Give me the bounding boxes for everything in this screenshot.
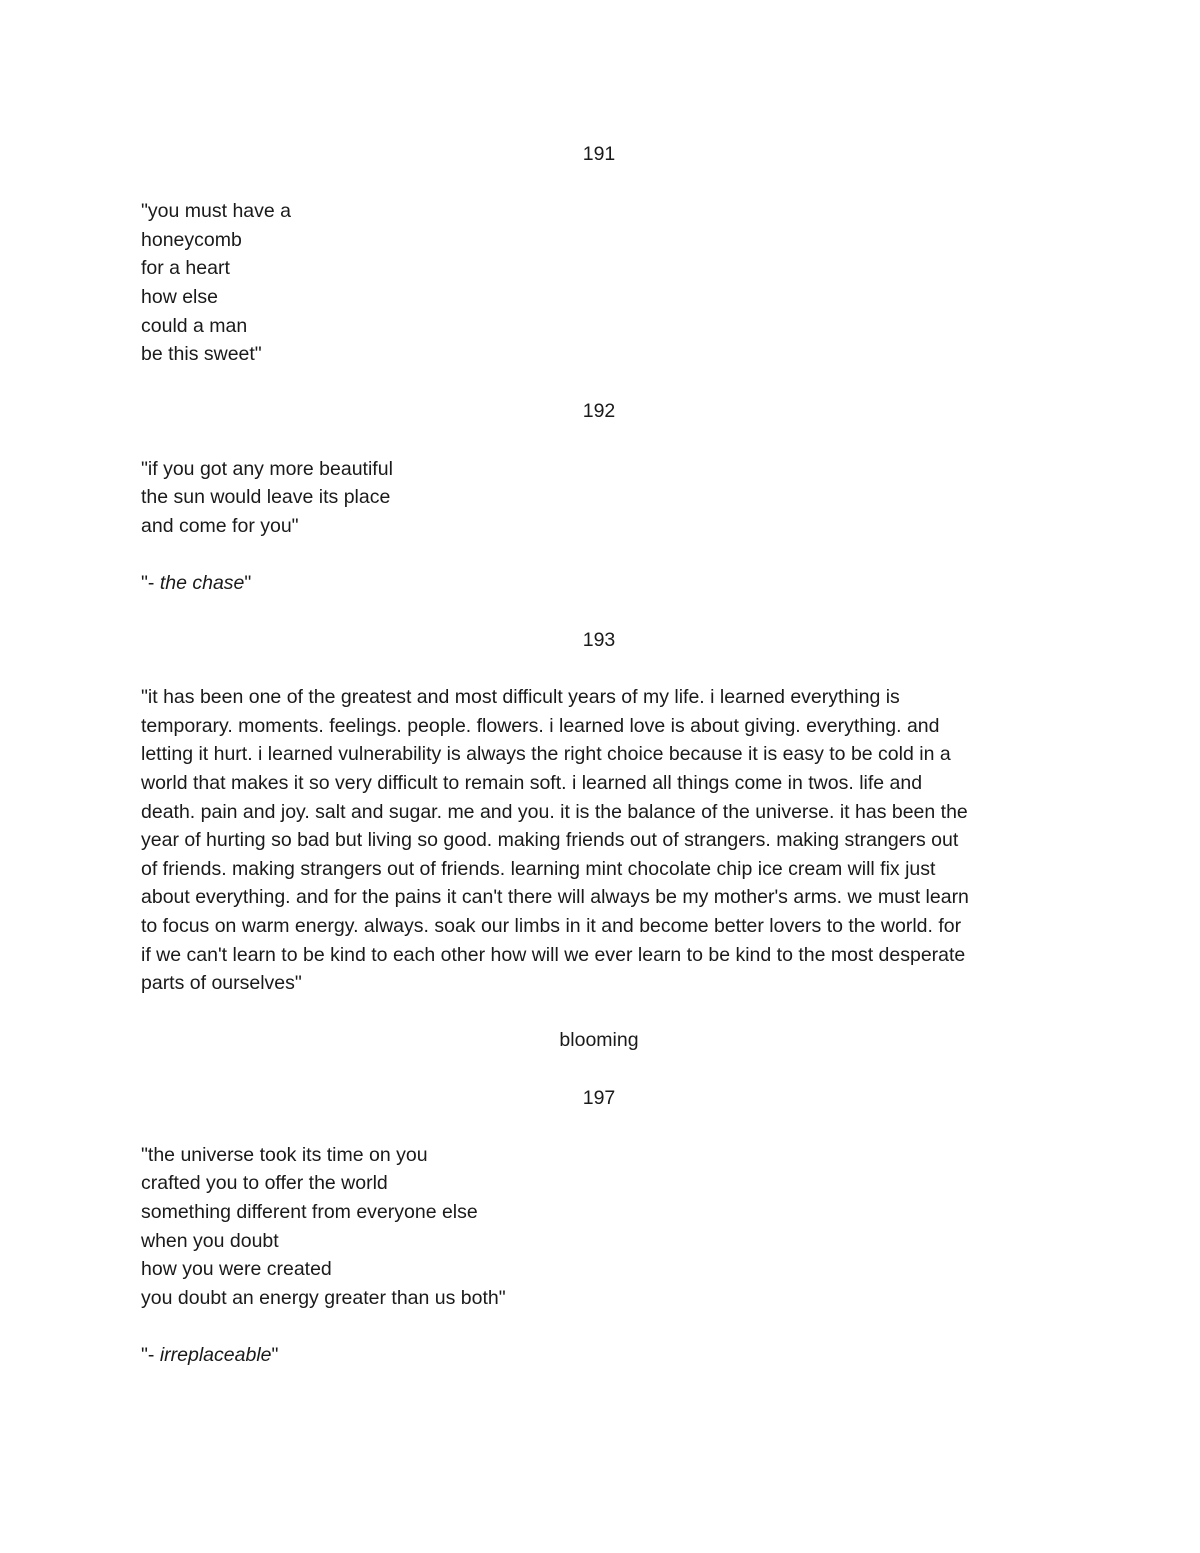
poem-line: how else: [141, 285, 218, 308]
poem-line: for a heart: [141, 257, 230, 280]
poem-number: 192: [582, 400, 616, 423]
poem-number: 193: [582, 629, 616, 652]
poem-line: "if you got any more beautiful: [141, 457, 393, 480]
poem-line: could a man: [141, 314, 248, 337]
page-content: [141, 140, 1066, 1370]
poem-line: when you doubt: [141, 1229, 279, 1252]
attribution-title: irreplaceable: [159, 1343, 272, 1366]
poem-line: you doubt an energy greater than us both": [141, 1286, 506, 1309]
prose-line: about everything. and for the pains it can't there will always be my mother's arms. we must learn: [141, 886, 969, 909]
poem-number: 191: [582, 143, 616, 165]
poem-line: something different from everyone else: [141, 1200, 478, 1223]
poem-line: honeycomb: [141, 228, 242, 251]
prose-line: if we can't learn to be kind to each other how will we ever learn to be kind to the most desperate: [141, 943, 966, 966]
prose-line: of friends. making strangers out of friends. learning mint chocolate chip ice cream will fix just: [141, 857, 936, 880]
poem-attribution: "- the chase": [141, 571, 252, 594]
poem-line: and come for you": [141, 514, 299, 537]
attribution-title: the chase: [159, 571, 245, 594]
prose-line: death. pain and joy. salt and sugar. me and you. it is the balance of the universe. it has been the: [141, 800, 968, 823]
poem-line: "you must have a: [141, 200, 292, 223]
prose-line: letting it hurt. i learned vulnerability is always the right choice because it is easy to be cold in a: [141, 743, 951, 766]
prose-line: "it has been one of the greatest and most difficult years of my life. i learned everything is: [141, 686, 900, 709]
poem-line: how you were created: [141, 1258, 332, 1281]
poem-number: 197: [582, 1086, 616, 1109]
poem-line: the sun would leave its place: [141, 486, 391, 509]
section-title: blooming: [559, 1029, 639, 1052]
poem-line: be this sweet": [141, 343, 262, 366]
prose-line: world that makes it so very difficult to remain soft. i learned all things come in twos. life and: [141, 772, 923, 795]
prose-line: year of hurting so bad but living so good. making friends out of strangers. making strangers out: [141, 829, 959, 852]
poem-attribution: "- irreplaceable": [141, 1343, 279, 1366]
prose-line: parts of ourselves": [141, 972, 302, 995]
poem-line: "the universe took its time on you: [141, 1143, 428, 1166]
prose-line: temporary. moments. feelings. people. flowers. i learned love is about giving. everything. and: [141, 714, 940, 737]
prose-line: to focus on warm energy. always. soak our limbs in it and become better lovers to the world. for: [141, 915, 962, 938]
poem-line: crafted you to offer the world: [141, 1172, 388, 1195]
